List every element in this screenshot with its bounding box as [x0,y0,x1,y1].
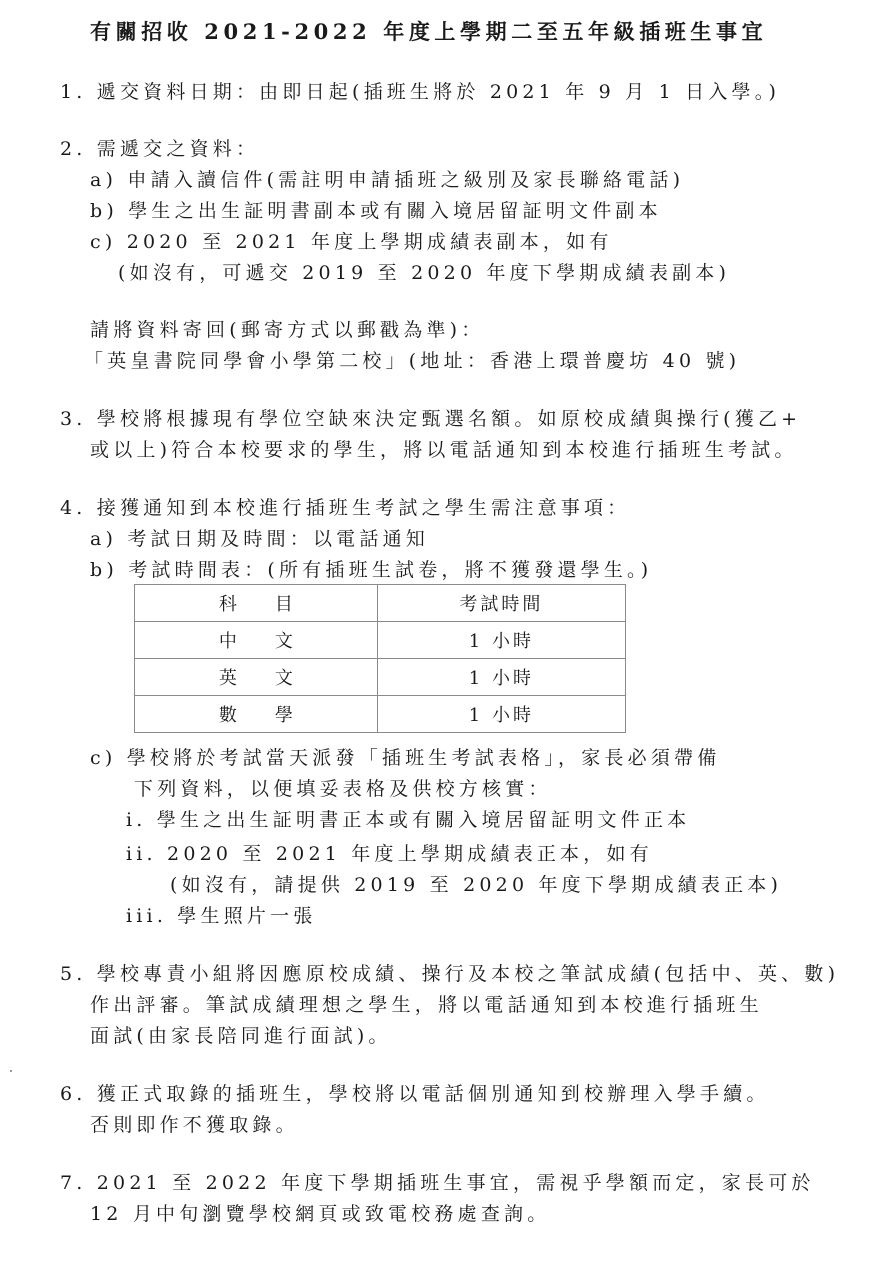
table-cell-subject: 英文 [135,659,378,696]
section-3-line2: 或以上)符合本校要求的學生，將以電話通知到本校進行插班生考試。 [90,439,798,461]
table-header-row [135,585,626,622]
section-4-subitem-i: i. 學生之出生証明書正本或有關入境居留証明文件正本 [126,809,691,831]
scan-speck [10,1070,12,1072]
table-header-subject: 科目 [135,585,378,622]
section-5-line1: 5. 學校專責小組將因應原校成績、操行及本校之筆試成績(包括中、英、數) [60,963,840,985]
table-cell-duration: 1 小時 [377,622,625,659]
section-2-item-b: b) 學生之出生証明書副本或有關入境居留証明文件副本 [90,200,662,222]
section-2-mailing-instruction: 請將資料寄回(郵寄方式以郵戳為準)： [90,319,485,341]
section-2-mailing-address: 「英皇書院同學會小學第二校」(地址：香港上環普慶坊 40 號) [84,350,741,372]
section-2-item-a: a) 申請入讀信件(需註明申請插班之級別及家長聯絡電話) [90,169,685,191]
document-title: 有關招收 2021-2022 年度上學期二至五年級插班生事宜 [90,19,768,44]
section-7-line1: 7. 2021 至 2022 年度下學期插班生事宜，需視乎學額而定，家長可於 [60,1172,815,1194]
section-4-subitem-iii: iii. 學生照片一張 [126,905,317,927]
section-4-item-a: a) 考試日期及時間：以電話通知 [90,528,429,550]
section-7-line2: 12 月中旬瀏覽學校網頁或致電校務處查詢。 [90,1203,551,1225]
section-2-heading: 2. 需遞交之資料： [60,138,260,160]
table-row [135,659,626,696]
section-4-item-c-line2: 下列資料，以便填妥表格及供校方核實： [134,778,552,800]
table-header-duration: 考試時間 [377,585,625,622]
section-6-line1: 6. 獲正式取錄的插班生，學校將以電話個別通知到校辦理入學手續。 [60,1083,770,1105]
section-2-item-c-line1: c) 2020 至 2021 年度上學期成績表副本，如有 [90,231,613,253]
exam-schedule-table [134,584,626,733]
section-4-subitem-ii-line2: (如沒有，請提供 2019 至 2020 年度下學期成績表正本) [170,874,783,896]
section-5-line2: 作出評審。筆試成績理想之學生，將以電話通知到本校進行插班生 [90,994,763,1016]
section-6-line2: 否則即作不獲取錄。 [90,1114,299,1136]
table-cell-duration: 1 小時 [377,696,625,733]
section-1-submission-date: 1. 遞交資料日期：由即日起(插班生將於 2021 年 9 月 1 日入學。) [60,81,781,103]
section-4-heading: 4. 接獲通知到本校進行插班生考試之學生需注意事項： [60,497,631,519]
section-3-line1: 3. 學校將根據現有學位空缺來決定甄選名額。如原校成績與操行(獲乙+ [60,408,802,430]
table-cell-subject: 中文 [135,622,378,659]
section-4-item-c-line1: c) 學校將於考試當天派發「插班生考試表格」，家長必須帶備 [90,747,721,769]
section-4-subitem-ii-line1: ii. 2020 至 2021 年度上學期成績表正本，如有 [126,843,653,865]
table-row [135,696,626,733]
section-2-item-c-line2: (如沒有，可遞交 2019 至 2020 年度下學期成績表副本) [118,262,731,284]
table-cell-duration: 1 小時 [377,659,625,696]
section-4-item-b: b) 考試時間表：(所有插班生試卷，將不獲發還學生。) [90,559,653,581]
table-cell-subject: 數學 [135,696,378,733]
section-5-line3: 面試(由家長陪同進行面試)。 [90,1025,392,1047]
table-row [135,622,626,659]
